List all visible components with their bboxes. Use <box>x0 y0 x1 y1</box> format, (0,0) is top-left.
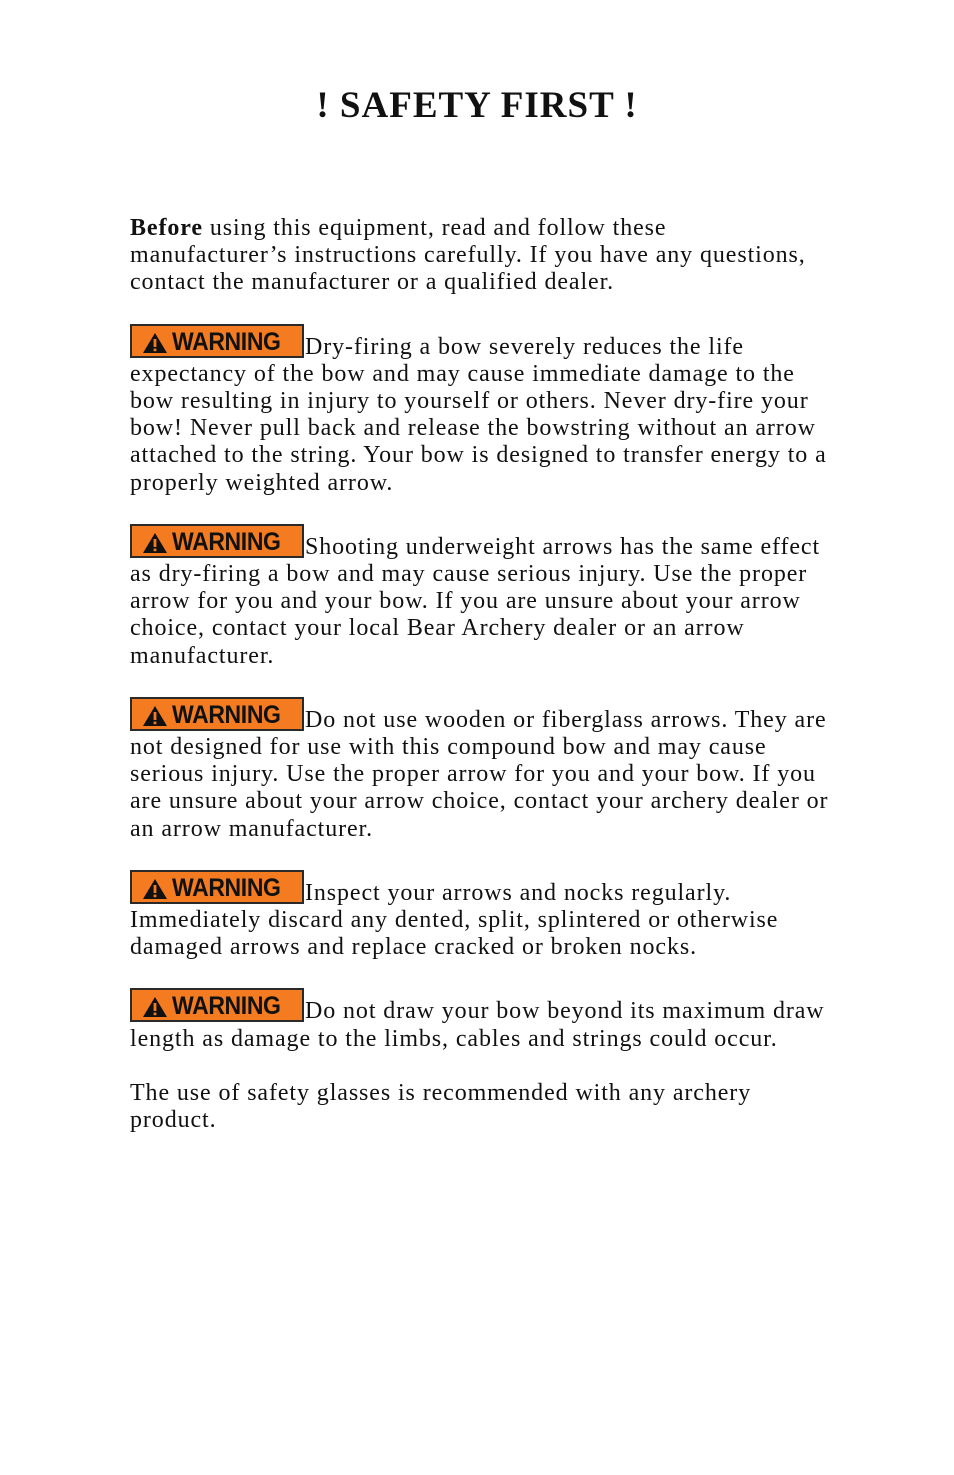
warning-paragraph-underweight-arrows <box>130 524 830 670</box>
intro-paragraph <box>130 215 830 297</box>
warning-triangle-icon <box>142 332 168 354</box>
warning-triangle-icon <box>142 532 168 554</box>
warning-label: WARNING <box>172 992 281 1021</box>
warning-text: Do not use wooden or fiberglass arrows. They are not designed for use with this compound bow and may cause serious injury. Use the proper arrow for you and your bow. If you are unsure about your arrow choice, contact your archery dealer or an arrow manufacturer. <box>130 706 829 842</box>
warning-triangle-icon <box>142 878 168 900</box>
warning-badge <box>130 988 304 1022</box>
page-title: ! SAFETY FIRST ! <box>316 85 638 126</box>
warning-badge <box>130 524 304 558</box>
warning-badge <box>130 697 304 731</box>
intro-lead: Before <box>130 215 203 241</box>
warning-triangle-icon <box>142 705 168 727</box>
warning-label: WARNING <box>172 700 281 729</box>
warning-badge <box>130 870 304 904</box>
warning-paragraph-wooden-arrows <box>130 697 830 843</box>
warning-label: WARNING <box>172 873 281 902</box>
closing-paragraph: The use of safety glasses is recommended with any archery product. <box>130 1079 752 1134</box>
safety-content <box>130 215 830 1161</box>
warning-label: WARNING <box>172 527 281 556</box>
warning-triangle-icon <box>142 996 168 1018</box>
warning-badge <box>130 324 304 358</box>
intro-text: using this equipment, read and follow these manufacturer’s instructions carefully. If you have any questions, contact the manufacturer or a qualified dealer. <box>130 215 806 296</box>
warning-paragraph-dry-fire <box>130 324 830 497</box>
warning-text: Inspect your arrows and nocks regularly. Immediately discard any dented, split, splintered or otherwise damaged arrows and replace cracked or broken nocks. <box>130 879 779 961</box>
warning-label: WARNING <box>172 327 281 356</box>
warning-paragraph-draw-length <box>130 988 830 1052</box>
warning-text: Shooting underweight arrows has the same effect as dry-firing a bow and may cause serious injury. Use the proper arrow for you and your bow. If you are unsure about your arrow choice, contact your local Bear Archery dealer or an arrow manufacturer. <box>130 533 821 669</box>
warning-text: Dry-firing a bow severely reduces the life expectancy of the bow and may cause immediate damage to the bow resulting in injury to yourself or others. Never dry-fire your bow! Never pull back and release the bowstring without an arrow attached to the string. Your bow is designed to transfer energy to a properly weighted arrow. <box>130 333 827 496</box>
warning-text: Do not draw your bow beyond its maximum draw length as damage to the limbs, cables and strings could occur. <box>130 998 825 1052</box>
warning-paragraph-inspect-arrows <box>130 870 830 962</box>
